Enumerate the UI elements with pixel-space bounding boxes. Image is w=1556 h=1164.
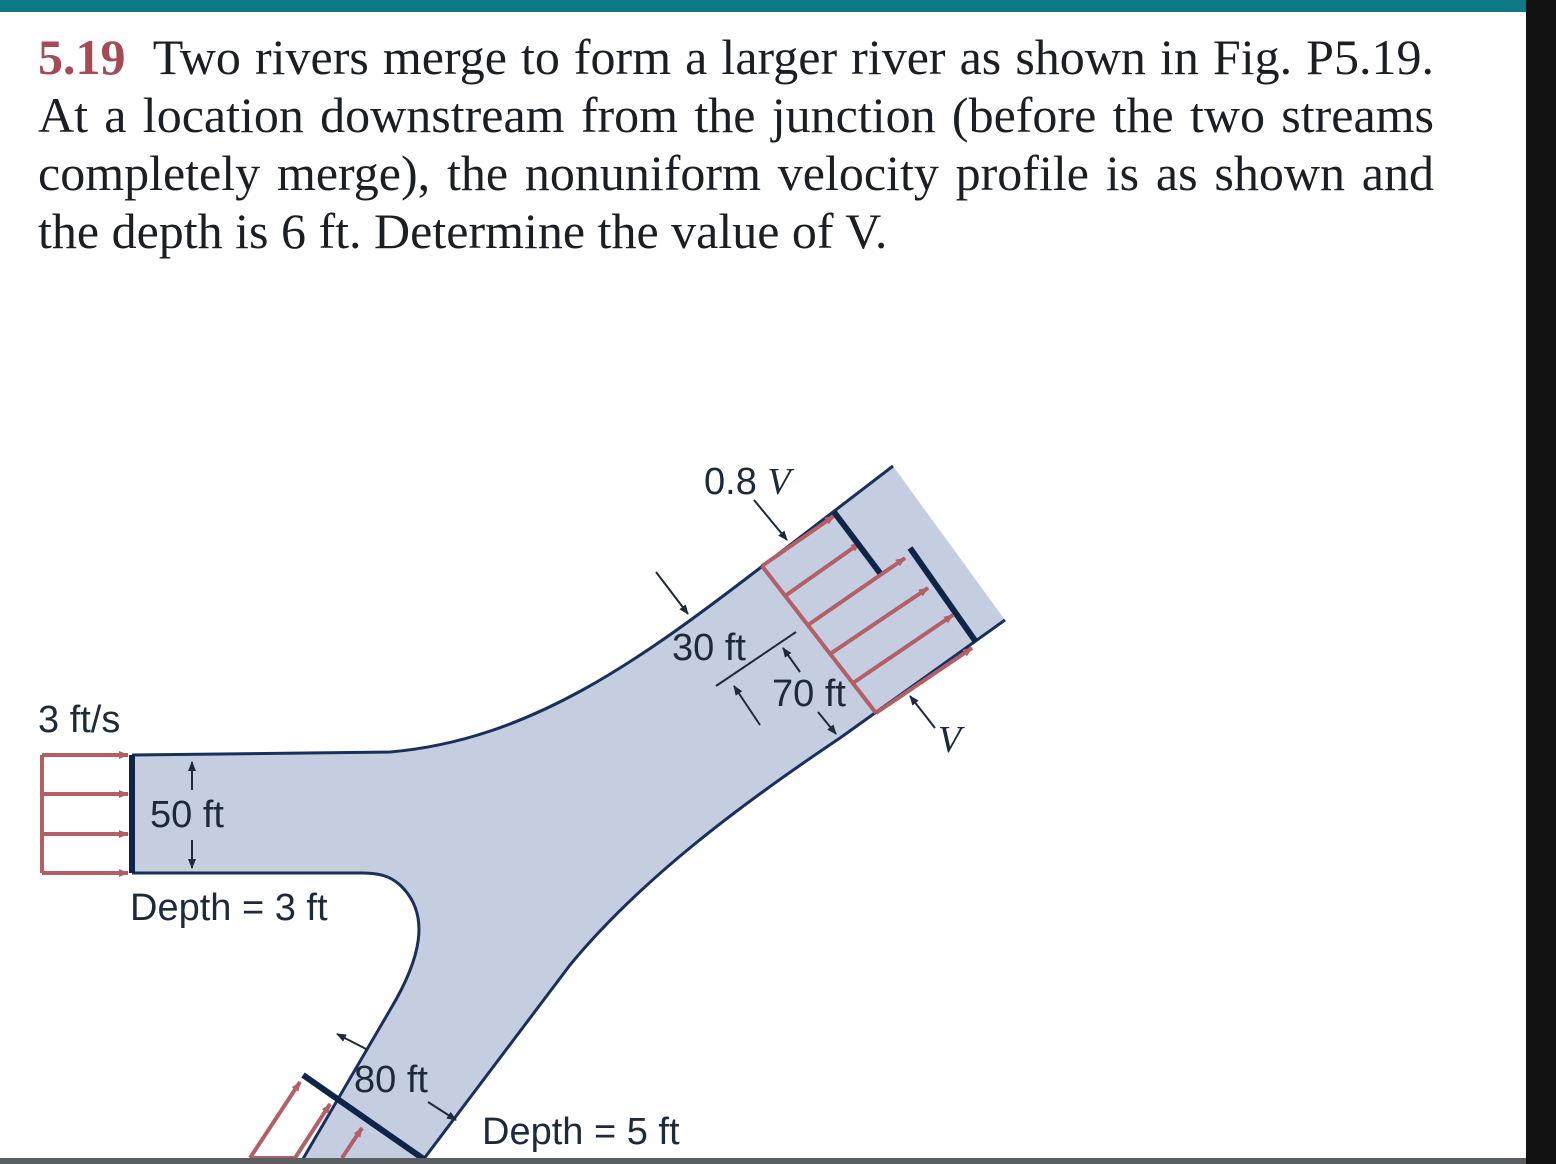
problem-number: 5.19	[38, 29, 126, 85]
scrollbar-track[interactable]	[1526, 0, 1556, 1164]
bottom-edge-bar	[0, 1158, 1526, 1164]
outlet-width-fast-label: 30 ft	[672, 627, 746, 669]
upper-inlet-velocity-label: 3 ft/s	[38, 699, 121, 741]
upper-inlet-depth-label: Depth = 3 ft	[130, 887, 328, 929]
outlet-fast-velocity-label	[704, 461, 794, 503]
outlet-width-slow-label: 70 ft	[772, 673, 846, 715]
lower-inlet-depth-label: Depth = 5 ft	[482, 1111, 680, 1153]
lower-inlet-width-label: 80 ft	[354, 1059, 428, 1101]
river-body	[132, 466, 1005, 1164]
outlet-slow-velocity-label: V	[938, 719, 962, 761]
outlet-fast-velocity-value: 0.8	[704, 461, 757, 503]
problem-statement: Two rivers merge to form a larger river as shown in Fig. P5.19. At a location downstream from the junction (before the two streams completely merge), the nonuniform velocity profile is as shown and the depth is 6 ft. Determine the value of V.	[38, 29, 1434, 259]
outlet-fast-velocity-symbol: V	[767, 461, 791, 503]
upper-inlet-width-label: 50 ft	[150, 794, 224, 836]
upper-inlet-velocity-profile	[42, 755, 128, 873]
